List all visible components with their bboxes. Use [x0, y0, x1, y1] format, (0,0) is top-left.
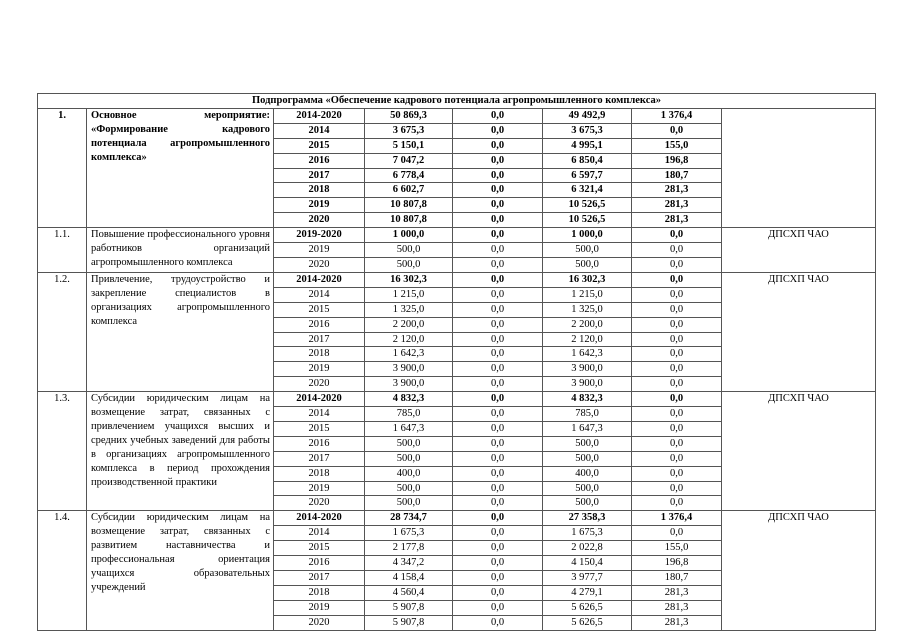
extra-budget-cell: 0,0: [632, 377, 722, 392]
subprogram-header: Подпрограмма «Обеспечение кадрового потенциала агропромышленного комплекса»: [38, 94, 876, 109]
extra-budget-cell: 1 376,4: [632, 511, 722, 526]
extra-budget-cell: 281,3: [632, 198, 722, 213]
period-cell: 2020: [274, 213, 365, 228]
extra-budget-cell: 155,0: [632, 138, 722, 153]
item-number: 1.: [38, 108, 87, 227]
item-title: Привлечение, трудоустройство и закрепление специалистов в организациях агропромышленного комплекса: [87, 272, 274, 391]
extra-budget-cell: 0,0: [632, 362, 722, 377]
district-budget-cell: 10 526,5: [543, 198, 632, 213]
total-cell: 2 177,8: [365, 541, 453, 556]
total-cell: 4 560,4: [365, 585, 453, 600]
period-cell: 2019: [274, 243, 365, 258]
federal-budget-cell: 0,0: [453, 302, 543, 317]
district-budget-cell: 3 900,0: [543, 362, 632, 377]
total-cell: 2 200,0: [365, 317, 453, 332]
federal-budget-cell: 0,0: [453, 123, 543, 138]
extra-budget-cell: 1 376,4: [632, 108, 722, 123]
executor-cell: ДПСХП ЧАО: [722, 511, 876, 630]
extra-budget-cell: 0,0: [632, 526, 722, 541]
period-cell: 2017: [274, 332, 365, 347]
extra-budget-cell: 196,8: [632, 556, 722, 571]
extra-budget-cell: 0,0: [632, 302, 722, 317]
period-cell: 2014-2020: [274, 511, 365, 526]
district-budget-cell: 4 832,3: [543, 392, 632, 407]
federal-budget-cell: 0,0: [453, 526, 543, 541]
period-cell: 2017: [274, 571, 365, 586]
extra-budget-cell: 0,0: [632, 347, 722, 362]
total-cell: 3 675,3: [365, 123, 453, 138]
district-budget-cell: 6 321,4: [543, 183, 632, 198]
extra-budget-cell: 0,0: [632, 272, 722, 287]
district-budget-cell: 1 647,3: [543, 421, 632, 436]
district-budget-cell: 785,0: [543, 407, 632, 422]
period-cell: 2014-2020: [274, 108, 365, 123]
federal-budget-cell: 0,0: [453, 585, 543, 600]
federal-budget-cell: 0,0: [453, 108, 543, 123]
executor-cell: ДПСХП ЧАО: [722, 392, 876, 511]
period-cell: 2019: [274, 362, 365, 377]
district-budget-cell: 4 150,4: [543, 556, 632, 571]
federal-budget-cell: 0,0: [453, 153, 543, 168]
total-cell: 500,0: [365, 481, 453, 496]
total-cell: 4 158,4: [365, 571, 453, 586]
extra-budget-cell: 0,0: [632, 451, 722, 466]
period-cell: 2018: [274, 585, 365, 600]
federal-budget-cell: 0,0: [453, 332, 543, 347]
district-budget-cell: 500,0: [543, 481, 632, 496]
period-cell: 2018: [274, 183, 365, 198]
period-cell: 2016: [274, 556, 365, 571]
district-budget-cell: 1 675,3: [543, 526, 632, 541]
period-cell: 2015: [274, 138, 365, 153]
executor-cell: ДПСХП ЧАО: [722, 272, 876, 391]
total-cell: 2 120,0: [365, 332, 453, 347]
total-cell: 3 900,0: [365, 377, 453, 392]
district-budget-cell: 16 302,3: [543, 272, 632, 287]
federal-budget-cell: 0,0: [453, 571, 543, 586]
federal-budget-cell: 0,0: [453, 436, 543, 451]
extra-budget-cell: 281,3: [632, 585, 722, 600]
period-cell: 2014: [274, 407, 365, 422]
total-cell: 4 347,2: [365, 556, 453, 571]
district-budget-cell: 4 279,1: [543, 585, 632, 600]
extra-budget-cell: 0,0: [632, 287, 722, 302]
total-cell: 1 642,3: [365, 347, 453, 362]
federal-budget-cell: 0,0: [453, 466, 543, 481]
item-title: Субсидии юридическим лицам на возмещение затрат, связанных с развитием наставничества и профессиональная ориентация учащихся образовательных учреждений: [87, 511, 274, 630]
extra-budget-cell: 281,3: [632, 213, 722, 228]
period-cell: 2018: [274, 466, 365, 481]
district-budget-cell: 6 597,7: [543, 168, 632, 183]
federal-budget-cell: 0,0: [453, 421, 543, 436]
item-title: Субсидии юридическим лицам на возмещение затрат, связанных с привлечением учащихся высших и средних учебных заведений для работы в организациях агропромышленного комплекса в период прохождения производственной практики: [87, 392, 274, 511]
extra-budget-cell: 0,0: [632, 466, 722, 481]
federal-budget-cell: 0,0: [453, 138, 543, 153]
period-cell: 2014-2020: [274, 272, 365, 287]
district-budget-cell: 500,0: [543, 451, 632, 466]
total-cell: 1 647,3: [365, 421, 453, 436]
district-budget-cell: 500,0: [543, 496, 632, 511]
total-cell: 5 907,8: [365, 600, 453, 615]
district-budget-cell: 400,0: [543, 466, 632, 481]
district-budget-cell: 4 995,1: [543, 138, 632, 153]
period-cell: 2016: [274, 317, 365, 332]
federal-budget-cell: 0,0: [453, 481, 543, 496]
district-budget-cell: 2 200,0: [543, 317, 632, 332]
federal-budget-cell: 0,0: [453, 407, 543, 422]
period-cell: 2014: [274, 123, 365, 138]
item-number: 1.3.: [38, 392, 87, 511]
federal-budget-cell: 0,0: [453, 317, 543, 332]
period-cell: 2019: [274, 600, 365, 615]
subprogram-header-row: [38, 94, 876, 109]
period-cell: 2014: [274, 526, 365, 541]
district-budget-cell: 1 325,0: [543, 302, 632, 317]
extra-budget-cell: 0,0: [632, 332, 722, 347]
total-cell: 500,0: [365, 496, 453, 511]
district-budget-cell: 500,0: [543, 436, 632, 451]
total-cell: 16 302,3: [365, 272, 453, 287]
period-cell: 2019: [274, 481, 365, 496]
item-number: 1.2.: [38, 272, 87, 391]
federal-budget-cell: 0,0: [453, 392, 543, 407]
district-budget-cell: 3 900,0: [543, 377, 632, 392]
extra-budget-cell: 0,0: [632, 481, 722, 496]
federal-budget-cell: 0,0: [453, 272, 543, 287]
extra-budget-cell: 0,0: [632, 243, 722, 258]
federal-budget-cell: 0,0: [453, 183, 543, 198]
item-number: 1.1.: [38, 228, 87, 273]
total-cell: 500,0: [365, 243, 453, 258]
federal-budget-cell: 0,0: [453, 451, 543, 466]
total-cell: 6 602,7: [365, 183, 453, 198]
federal-budget-cell: 0,0: [453, 541, 543, 556]
total-cell: 10 807,8: [365, 213, 453, 228]
executor-cell: ДПСХП ЧАО: [722, 228, 876, 273]
federal-budget-cell: 0,0: [453, 362, 543, 377]
district-budget-cell: 500,0: [543, 257, 632, 272]
subprogram-table: [37, 93, 876, 631]
extra-budget-cell: 281,3: [632, 615, 722, 630]
total-cell: 500,0: [365, 451, 453, 466]
table-row: [38, 108, 876, 123]
period-cell: 2014-2020: [274, 392, 365, 407]
federal-budget-cell: 0,0: [453, 257, 543, 272]
district-budget-cell: 49 492,9: [543, 108, 632, 123]
district-budget-cell: 2 022,8: [543, 541, 632, 556]
federal-budget-cell: 0,0: [453, 243, 543, 258]
period-cell: 2017: [274, 451, 365, 466]
district-budget-cell: 3 675,3: [543, 123, 632, 138]
district-budget-cell: 5 626,5: [543, 615, 632, 630]
item-title: Основное мероприятие: «Формирование кадрового потенциала агропромышленного комплекса»: [87, 108, 274, 227]
extra-budget-cell: 180,7: [632, 168, 722, 183]
table-row: [38, 228, 876, 243]
district-budget-cell: 1 000,0: [543, 228, 632, 243]
period-cell: 2020: [274, 615, 365, 630]
total-cell: 28 734,7: [365, 511, 453, 526]
total-cell: 10 807,8: [365, 198, 453, 213]
extra-budget-cell: 281,3: [632, 183, 722, 198]
extra-budget-cell: 0,0: [632, 392, 722, 407]
district-budget-cell: 2 120,0: [543, 332, 632, 347]
extra-budget-cell: 0,0: [632, 123, 722, 138]
extra-budget-cell: 0,0: [632, 496, 722, 511]
district-budget-cell: 10 526,5: [543, 213, 632, 228]
extra-budget-cell: 0,0: [632, 317, 722, 332]
period-cell: 2014: [274, 287, 365, 302]
district-budget-cell: 3 977,7: [543, 571, 632, 586]
total-cell: 3 900,0: [365, 362, 453, 377]
period-cell: 2020: [274, 257, 365, 272]
total-cell: 500,0: [365, 257, 453, 272]
table-row: [38, 511, 876, 526]
extra-budget-cell: 0,0: [632, 257, 722, 272]
period-cell: 2020: [274, 496, 365, 511]
total-cell: 7 047,2: [365, 153, 453, 168]
total-cell: 785,0: [365, 407, 453, 422]
total-cell: 1 215,0: [365, 287, 453, 302]
federal-budget-cell: 0,0: [453, 287, 543, 302]
federal-budget-cell: 0,0: [453, 556, 543, 571]
district-budget-cell: 500,0: [543, 243, 632, 258]
period-cell: 2015: [274, 302, 365, 317]
federal-budget-cell: 0,0: [453, 198, 543, 213]
item-title: Повышение профессионального уровня работников организаций агропромышленного комплекса: [87, 228, 274, 273]
extra-budget-cell: 180,7: [632, 571, 722, 586]
district-budget-cell: 5 626,5: [543, 600, 632, 615]
total-cell: 6 778,4: [365, 168, 453, 183]
federal-budget-cell: 0,0: [453, 600, 543, 615]
total-cell: 50 869,3: [365, 108, 453, 123]
total-cell: 500,0: [365, 436, 453, 451]
table-row: [38, 272, 876, 287]
extra-budget-cell: 281,3: [632, 600, 722, 615]
period-cell: 2019: [274, 198, 365, 213]
district-budget-cell: 27 358,3: [543, 511, 632, 526]
total-cell: 5 150,1: [365, 138, 453, 153]
federal-budget-cell: 0,0: [453, 168, 543, 183]
federal-budget-cell: 0,0: [453, 511, 543, 526]
district-budget-cell: 6 850,4: [543, 153, 632, 168]
extra-budget-cell: 0,0: [632, 407, 722, 422]
period-cell: 2017: [274, 168, 365, 183]
federal-budget-cell: 0,0: [453, 228, 543, 243]
federal-budget-cell: 0,0: [453, 347, 543, 362]
total-cell: 1 000,0: [365, 228, 453, 243]
district-budget-cell: 1 215,0: [543, 287, 632, 302]
total-cell: 4 832,3: [365, 392, 453, 407]
period-cell: 2015: [274, 421, 365, 436]
total-cell: 1 675,3: [365, 526, 453, 541]
period-cell: 2015: [274, 541, 365, 556]
total-cell: 400,0: [365, 466, 453, 481]
period-cell: 2016: [274, 436, 365, 451]
item-number: 1.4.: [38, 511, 87, 630]
federal-budget-cell: 0,0: [453, 496, 543, 511]
total-cell: 5 907,8: [365, 615, 453, 630]
period-cell: 2016: [274, 153, 365, 168]
federal-budget-cell: 0,0: [453, 213, 543, 228]
extra-budget-cell: 155,0: [632, 541, 722, 556]
table-row: [38, 392, 876, 407]
period-cell: 2018: [274, 347, 365, 362]
extra-budget-cell: 0,0: [632, 421, 722, 436]
federal-budget-cell: 0,0: [453, 377, 543, 392]
executor-cell: [722, 108, 876, 227]
extra-budget-cell: 196,8: [632, 153, 722, 168]
period-cell: 2020: [274, 377, 365, 392]
period-cell: 2019-2020: [274, 228, 365, 243]
total-cell: 1 325,0: [365, 302, 453, 317]
district-budget-cell: 1 642,3: [543, 347, 632, 362]
extra-budget-cell: 0,0: [632, 228, 722, 243]
extra-budget-cell: 0,0: [632, 436, 722, 451]
federal-budget-cell: 0,0: [453, 615, 543, 630]
